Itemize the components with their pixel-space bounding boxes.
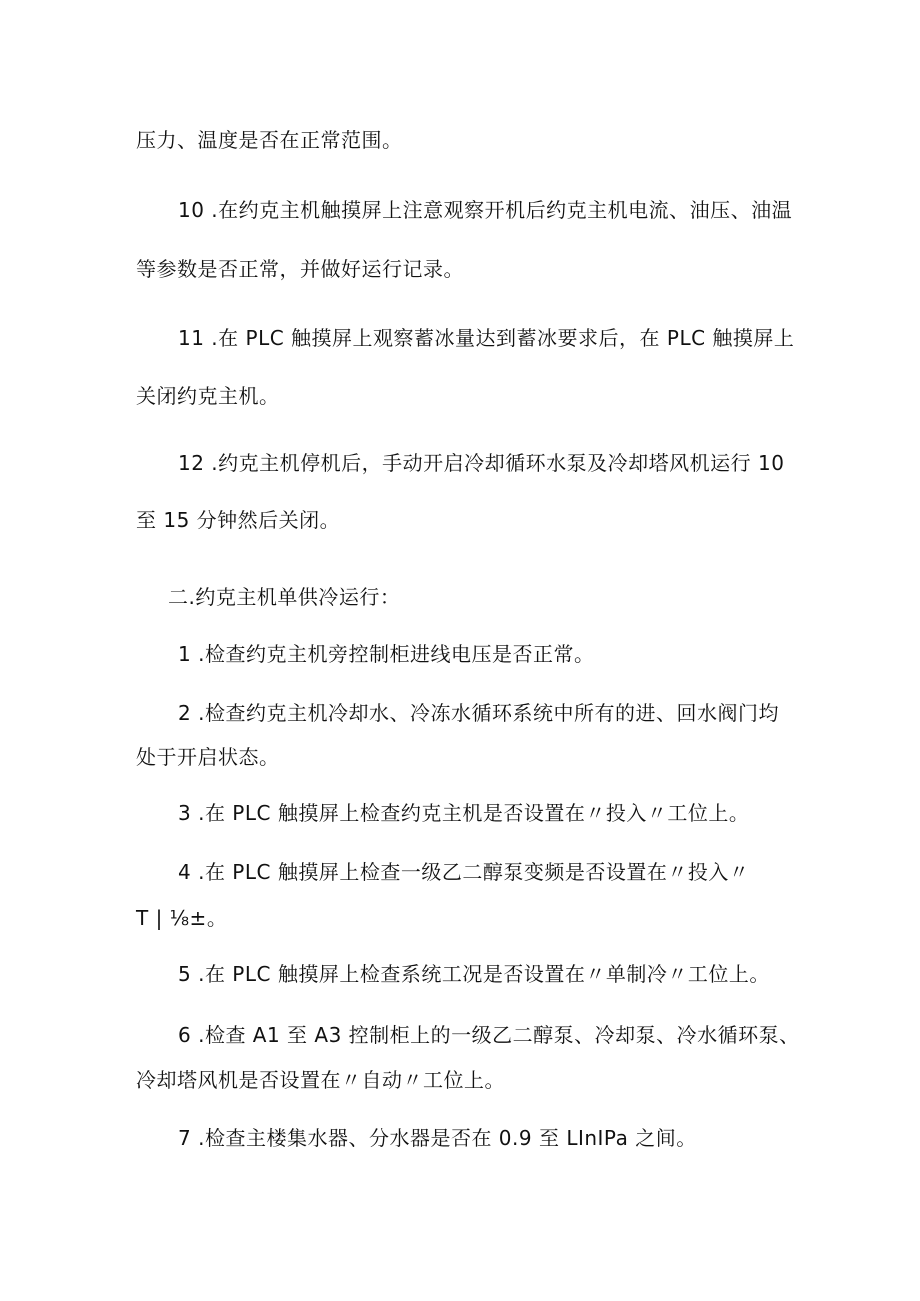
- paragraph-line: 冷却塔风机是否设置在〃自动〃工位上。: [136, 1068, 505, 1092]
- paragraph-line: 6 .检查 A1 至 A3 控制柜上的一级乙二醇泵、冷却泵、冷水循环泵、: [178, 1023, 800, 1047]
- paragraph-line: 关闭约克主机。: [136, 384, 280, 408]
- paragraph-line: 11 .在 PLC 触摸屏上观察蓄冰量达到蓄冰要求后，在 PLC 触摸屏上: [178, 326, 795, 350]
- paragraph-line: 5 .在 PLC 触摸屏上检查系统工况是否设置在〃单制冷〃工位上。: [178, 962, 770, 986]
- paragraph-line: 至 15 分钟然后关闭。: [136, 508, 341, 532]
- paragraph-line: 4 .在 PLC 触摸屏上检查一级乙二醇泵变频是否设置在〃投入〃: [178, 860, 750, 884]
- paragraph-line: T | ⅛±。: [136, 906, 228, 930]
- paragraph-line: 处于开启状态。: [136, 745, 280, 769]
- paragraph-line: 12 .约克主机停机后，手动开启冷却循环水泵及冷却塔风机运行 10: [178, 451, 785, 475]
- section-heading: 二.约克主机单供冷运行：: [168, 585, 401, 609]
- paragraph-line: 2 .检查约克主机冷却水、冷冻水循环系统中所有的进、回水阀门均: [178, 701, 779, 725]
- paragraph-line: 3 .在 PLC 触摸屏上检查约克主机是否设置在〃投入〃工位上。: [178, 801, 750, 825]
- paragraph-line: 压力、温度是否在正常范围。: [136, 128, 403, 152]
- paragraph-line: 等参数是否正常，并做好运行记录。: [136, 257, 464, 281]
- paragraph-line: 7 .检查主楼集水器、分水器是否在 0.9 至 LInIPa 之间。: [178, 1126, 697, 1150]
- paragraph-line: 1 .检查约克主机旁控制柜进线电压是否正常。: [178, 642, 595, 666]
- paragraph-line: 10 .在约克主机触摸屏上注意观察开机后约克主机电流、油压、油温: [178, 198, 793, 222]
